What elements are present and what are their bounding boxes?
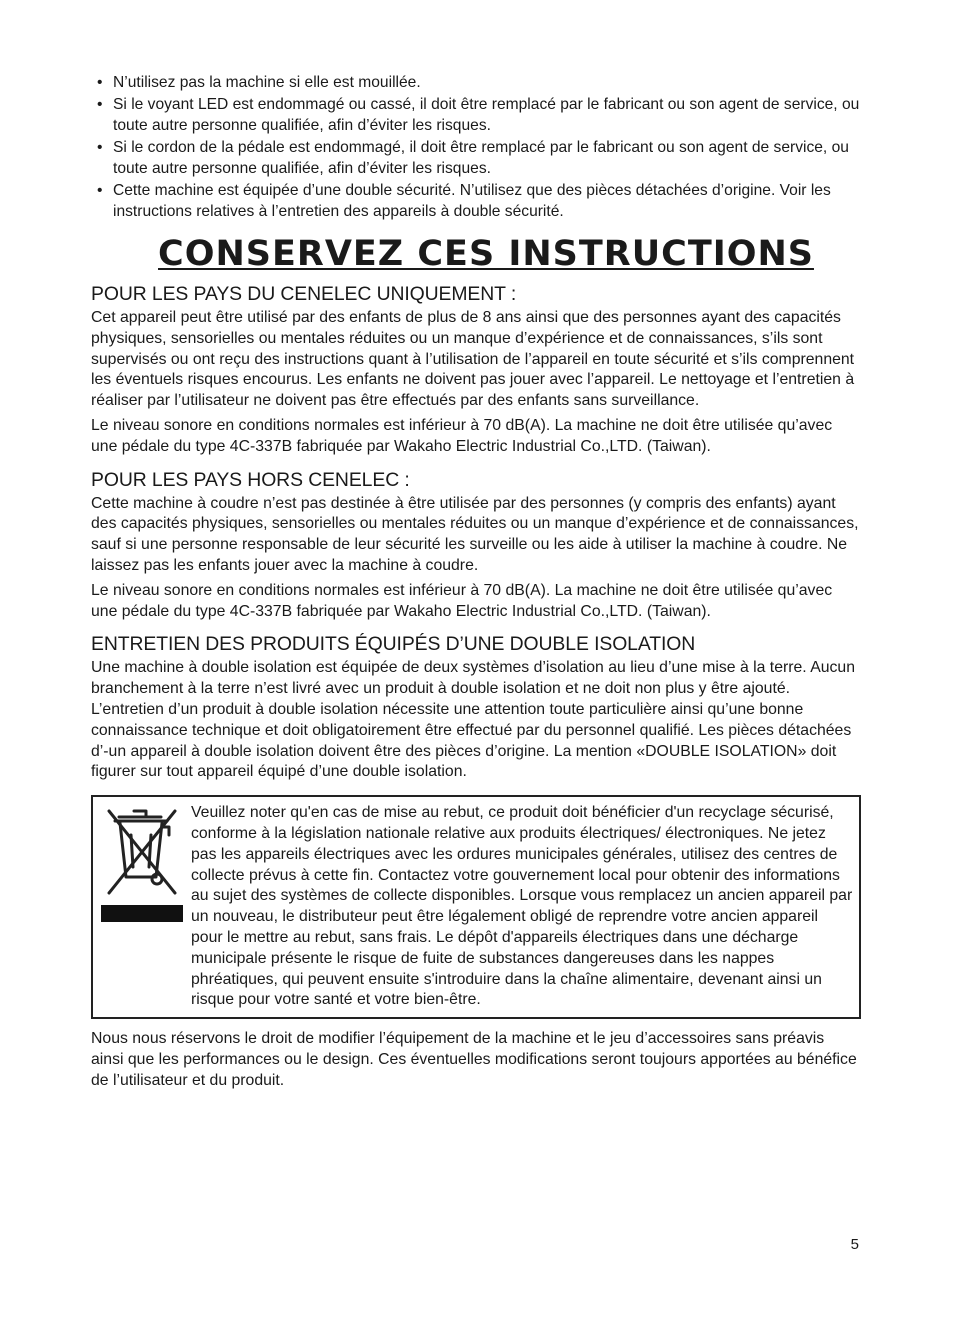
cenelec-paragraph-1: Cet appareil peut être utilisé par des enfants de plus de 8 ans ainsi que des personnes ayant des capacités physiques, sensorielles ou mentales réduites ou un manque d’expérience et de connaissances, s’ils sont supervisés ou ont reçu des instructions quant à l’utilisation de l’appareil en toute sécurité et s’ils comprennent les éventuels risques encourus. Les enfants ne doivent pas jouer avec l’appareil. Le nettoyage et l’entretien à réaliser par l’utilisateur ne doivent pas être effectués par des enfants sans surveillance. [91, 309, 855, 410]
double-insulation-paragraph: Une machine à double isolation est équipée de deux systèmes d’isolation au lieu d’une mise à la terre. Aucun branchement à la terre n’est livré avec un produit à double isolation et ne doit non plus y être ajouté. L’entretien d’un produit à double isolation nécessite une attention toute particulière ainsi qu’une bonne connaissance technique et doit obligatoirement être effectué par du personnel qualifié. Les pièces détachées d’-un appareil à double isolation doivent être des pièces d’origine. La mention «DOUBLE ISOLATION» doit figurer sur tout appareil équipé d’une double isolation. [91, 659, 855, 781]
page-content [91, 72, 861, 1096]
non-cenelec-heading: POUR LES PAYS HORS CENELEC : [91, 468, 410, 491]
disposal-notice-text: Veuillez noter qu'en cas de mise au rebut, ce produit doit bénéficier d'un recyclage sécurisé, conforme à la législation nationale relative aux produits électriques/ électroniques. Ne jetez pas les appareils électriques avec les ordures municipales générales, utilisez des centres de collecte prévus à cette fin. Contactez votre gouvernement local pour obtenir des informations au sujet des systèmes de collecte disponibles. Lorsque vous remplacez un ancien appareil par un nouveau, le distributeur peut être légalement obligé de reprendre votre ancien appareil pour le mettre au rebut, sans frais. Le dépôt d'appareils électriques dans une décharge municipale présente le risque de fuite de substances dangereuses dans les nappes phréatiques, qui peuvent ensuite s'introduire dans la chaîne alimentaire, devenant ainsi un risque pour votre santé et votre bien-être. [191, 804, 853, 1009]
cenelec-heading: POUR LES PAYS DU CENELEC UNIQUEMENT : [91, 283, 517, 305]
bullet-text: Si le cordon de la pédale est endommagé, il doit être remplacé par le fabricant ou son agent de service, ou toute autre personne qualifiée, afin d’éviter les risques. [113, 139, 849, 177]
non-cenelec-paragraph-2: Le niveau sonore en conditions normales est inférieur à 70 dB(A). La machine ne doit être utilisée qu’avec une pédale du type 4C-337B fabriquée par Wakaho Electric Industrial Co.,LTD. (Taiwan). [91, 581, 833, 620]
bullet-text: N’utilisez pas la machine si elle est mouillée. [113, 74, 421, 91]
bullet-item [95, 137, 861, 179]
bullet-symbol: • [97, 74, 103, 91]
bullet-item [95, 94, 861, 136]
closing-paragraph: Nous nous réservons le droit de modifier l’équipement de la machine et le jeu d’accessoires sans préavis ainsi que les performances ou le design. Ces éventuelles modifications seront toujours apportées au bénéfice de l’utilisateur et du produit. [91, 1030, 857, 1089]
bullet-symbol: • [97, 139, 103, 156]
disposal-notice-box [91, 795, 861, 1019]
cenelec-paragraph-2: Le niveau sonore en conditions normales est inférieur à 70 dB(A). La machine ne doit être utilisée qu’avec une pédale du type 4C-337B fabriquée par Wakaho Electric Industrial Co.,LTD. (Taiwan). [91, 416, 833, 455]
main-title [91, 232, 861, 276]
page-number: 5 [850, 1236, 859, 1253]
non-cenelec-paragraph-1: Cette machine à coudre n’est pas destinée à être utilisée par des personnes (y compris des enfants) ayant des capacités physiques, sensorielles ou mentales réduites ou un manque d’expérience et de connaissances, sauf si une personne responsable de leur sécurité les surveille ou les aide à utiliser la machine à coudre. Ne laissez pas les enfants jouer avec la machine à coudre. [91, 494, 859, 574]
crossed-out-wheelie-bin-icon [101, 805, 183, 934]
bullet-symbol: • [97, 182, 103, 199]
safety-bullet-list [91, 72, 861, 222]
double-insulation-heading: ENTRETIEN DES PRODUITS ÉQUIPÉS D’UNE DOUBLE ISOLATION [91, 633, 696, 656]
main-title-text: CONSERVEZ CES INSTRUCTIONS [158, 234, 814, 274]
bullet-symbol: • [97, 96, 103, 113]
bullet-item [95, 72, 861, 93]
bullet-text: Cette machine est équipée d’une double sécurité. N’utilisez que des pièces détachées d’origine. Voir les instructions relatives à l’entretien des appareils à double sécurité. [113, 182, 831, 220]
bullet-item [95, 180, 861, 222]
bullet-text: Si le voyant LED est endommagé ou cassé, il doit être remplacé par le fabricant ou son agent de service, ou toute autre personne qualifiée, afin d’éviter les risques. [113, 96, 860, 134]
